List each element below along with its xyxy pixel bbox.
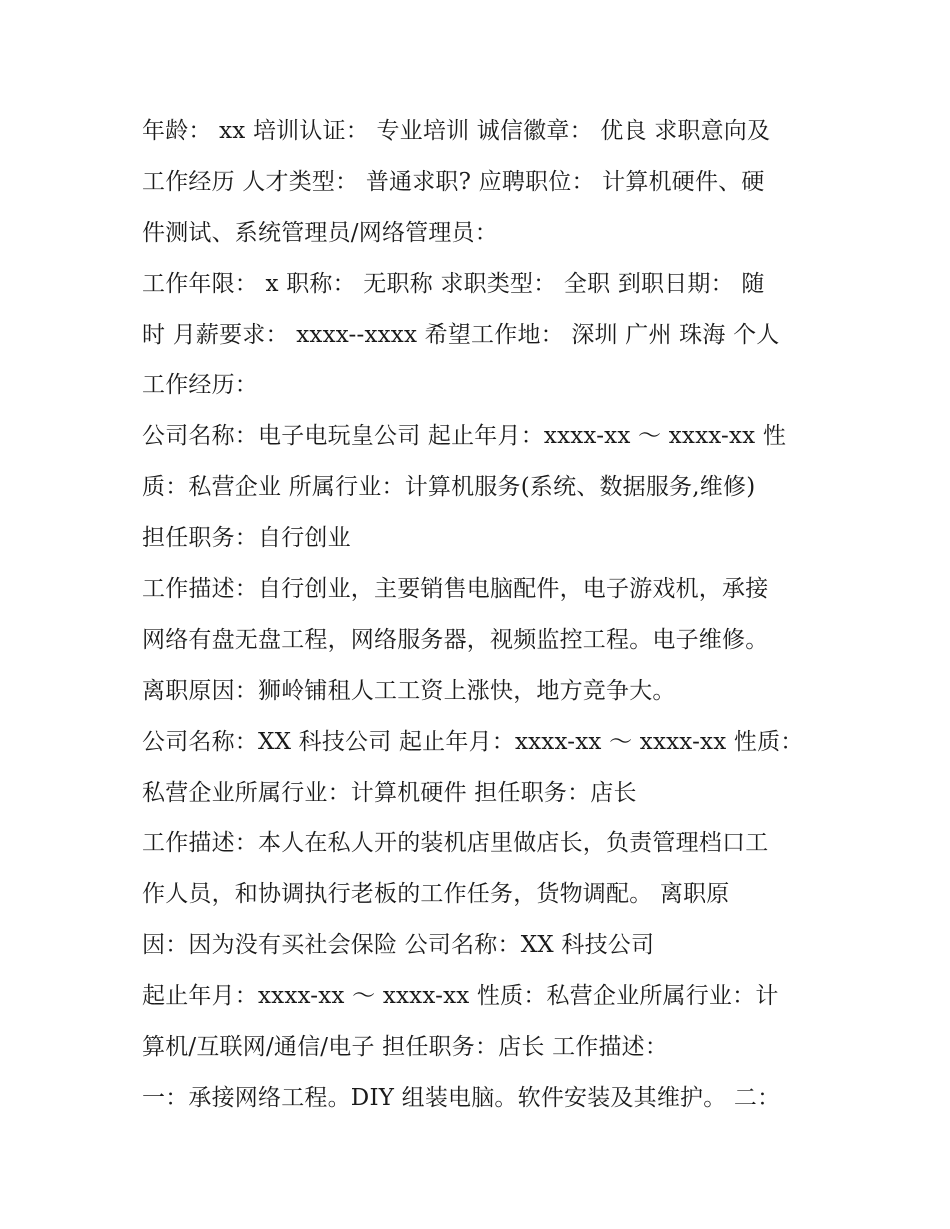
text-line: 担任职务：自行创业 xyxy=(142,525,351,552)
text-line: 工作经历： xyxy=(142,372,258,399)
text-line: 公司名称：电子电玩皇公司 起止年月：xxxx-xx ～ xxxx-xx 性 xyxy=(142,423,787,450)
text-line: 工作描述：本人在私人开的装机店里做店长，负责管理档口工 xyxy=(142,830,769,857)
resume-body-text xyxy=(142,106,822,1124)
text-line: 公司名称：XX 科技公司 起止年月：xxxx-xx ～ xxxx-xx 性质： xyxy=(142,728,804,755)
text-line: 质：私营企业 所属行业：计算机服务(系统、数据服务,维修) xyxy=(142,474,756,501)
text-line: 一：承接网络工程。DIY 组装电脑。软件安装及其维护。 二： xyxy=(142,1084,781,1111)
text-line: 算机/互联网/通信/电子 担任职务：店长 工作描述： xyxy=(142,1034,669,1061)
text-line: 因：因为没有买社会保险 公司名称：XX 科技公司 xyxy=(142,932,655,959)
text-line: 工作经历 人才类型： 普通求职? 应聘职位： 计算机硬件、硬 xyxy=(142,168,765,195)
text-line: 工作描述：自行创业，主要销售电脑配件，电子游戏机，承接 xyxy=(142,576,769,603)
text-line: 作人员，和协调执行老板的工作任务，货物调配。 离职原 xyxy=(142,881,730,908)
text-line: 私营企业所属行业：计算机硬件 担任职务：店长 xyxy=(142,779,637,806)
text-line: 件测试、系统管理员/网络管理员： xyxy=(142,219,498,246)
text-line: 离职原因：狮岭铺租人工工资上涨快，地方竞争大。 xyxy=(142,677,676,704)
text-line: 起止年月：xxxx-xx ～ xxxx-xx 性质：私营企业所属行业：计 xyxy=(142,983,779,1010)
text-line: 年龄： xx 培训认证： 专业培训 诚信徽章： 优良 求职意向及 xyxy=(142,118,771,144)
text-line: 工作年限： x 职称： 无职称 求职类型： 全职 到职日期： 随 xyxy=(142,270,765,297)
text-line: 网络有盘无盘工程，网络服务器，视频监控工程。电子维修。 xyxy=(142,626,769,653)
text-line: 时 月薪要求： xxxx--xxxx 希望工作地： 深圳 广州 珠海 个人 xyxy=(142,321,780,348)
